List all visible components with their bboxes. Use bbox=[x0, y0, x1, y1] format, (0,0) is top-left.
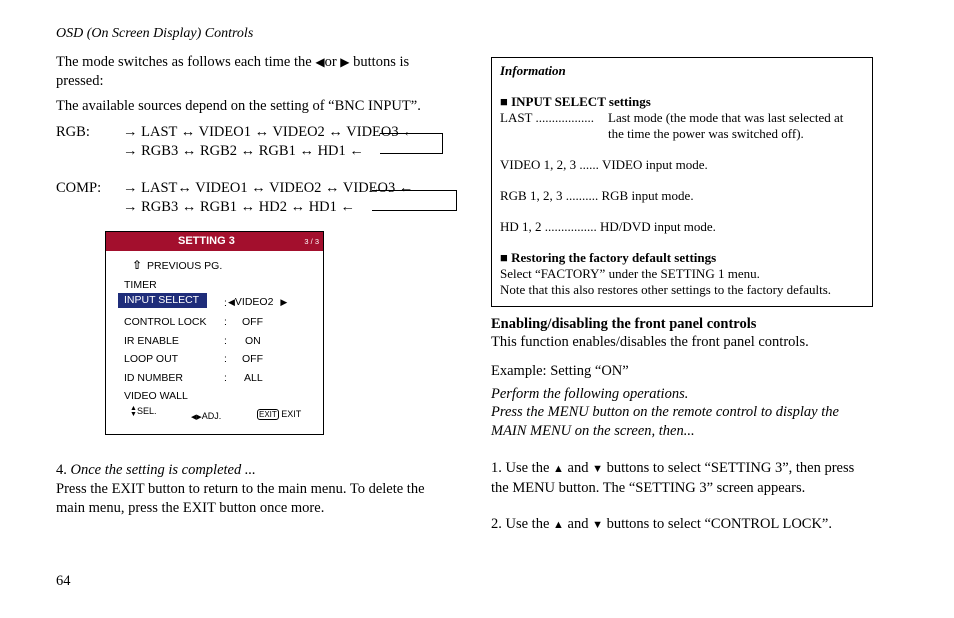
osd-page-indicator: 3 / 3 bbox=[304, 237, 319, 246]
osd-id-number-value: ALL bbox=[244, 372, 263, 384]
osd-control-lock-colon: : bbox=[224, 316, 227, 328]
sources-paragraph: The available sources depend on the setting of “BNC INPUT”. bbox=[56, 98, 421, 114]
page-header: OSD (On Screen Display) Controls bbox=[56, 26, 254, 41]
osd-control-lock-value: OFF bbox=[242, 316, 263, 328]
step1-line2: the MENU button. The “SETTING 3” screen appears. bbox=[491, 480, 806, 496]
osd-footer-adj: ◀▶ADJ. bbox=[191, 411, 222, 421]
osd-item-loop-out[interactable]: LOOP OUT bbox=[124, 353, 179, 365]
osd-input-select-value[interactable]: ◀VIDEO2 ▶ bbox=[228, 296, 288, 308]
info-last-desc2: the time the power was switched off). bbox=[608, 126, 804, 141]
operations-line1: Perform the following operations. bbox=[491, 386, 689, 402]
section-intro: This function enables/disables the front panel controls. bbox=[491, 334, 809, 350]
osd-setting3-screen bbox=[105, 231, 324, 435]
right-triangle-icon: ▶ bbox=[280, 297, 288, 307]
rgb-cycle-line1: → LAST ↔ VIDEO1 ↔ VIDEO2 ↔ VIDEO3 ← bbox=[123, 124, 417, 140]
up-down-triangle-icon: ▲ ▼ bbox=[130, 405, 137, 418]
osd-id-number-colon: : bbox=[224, 372, 227, 384]
up-triangle-icon: ▲ bbox=[553, 519, 564, 531]
information-box bbox=[491, 57, 873, 307]
operations-line2: Press the MENU button on the remote control to display the bbox=[491, 404, 839, 420]
osd-footer-sel: ▲ ▼SEL. bbox=[130, 405, 157, 418]
page-number: 64 bbox=[56, 573, 71, 589]
comp-cycle-line2: → RGB3 ↔ RGB1 ↔ HD2 ↔ HD1 ← bbox=[123, 199, 356, 215]
comp-loop-bracket bbox=[372, 190, 457, 211]
step1-line1: 1. Use the ▲ and ▼ buttons to select “SETTING 3”, then press bbox=[491, 460, 855, 476]
right-triangle-icon: ▶ bbox=[340, 55, 350, 69]
example-line: Example: Setting “ON” bbox=[491, 363, 629, 379]
comp-cycle-line1: → LAST↔ VIDEO1 ↔ VIDEO2 ↔ VIDEO3 ← bbox=[123, 180, 414, 196]
exit-key-icon: EXIT bbox=[259, 410, 277, 419]
comp-label: COMP: bbox=[56, 180, 102, 196]
osd-item-ir-enable[interactable]: IR ENABLE bbox=[124, 335, 179, 347]
mode-switch-paragraph-end: pressed: bbox=[56, 73, 104, 89]
osd-loop-out-value: OFF bbox=[242, 353, 263, 365]
step4-line2: main menu, press the EXIT button once more. bbox=[56, 500, 325, 516]
step2-line: 2. Use the ▲ and ▼ buttons to select “CONTROL LOCK”. bbox=[491, 516, 832, 532]
rgb-loop-bracket bbox=[380, 133, 443, 154]
left-triangle-icon: ◀ bbox=[228, 297, 235, 307]
info-restore-line2: Note that this also restores other settings to the factory defaults. bbox=[500, 282, 832, 297]
up-arrow-icon: ⇧ bbox=[132, 258, 143, 272]
info-restore-heading: ■ Restoring the factory default settings bbox=[500, 250, 717, 265]
osd-title: SETTING 3 bbox=[178, 235, 235, 247]
osd-footer-exit: EXIT EXIT bbox=[259, 409, 302, 419]
rgb-label: RGB: bbox=[56, 124, 90, 140]
down-triangle-icon: ▼ bbox=[592, 519, 603, 531]
left-right-triangle-icon: ◀▶ bbox=[191, 414, 202, 421]
osd-previous-page[interactable]: ⇧ PREVIOUS PG. bbox=[132, 258, 223, 272]
info-restore-line1: Select “FACTORY” under the SETTING 1 menu. bbox=[500, 266, 760, 281]
info-last-key: LAST .................. bbox=[500, 110, 595, 125]
info-hd: HD 1, 2 ................ HD/DVD input mode. bbox=[500, 219, 716, 234]
rgb-cycle-line2: → RGB3 ↔ RGB2 ↔ RGB1 ↔ HD1 ← bbox=[123, 143, 364, 159]
osd-item-video-wall[interactable]: VIDEO WALL bbox=[124, 390, 188, 402]
down-triangle-icon: ▼ bbox=[592, 463, 603, 475]
info-video: VIDEO 1, 2, 3 ...... VIDEO input mode. bbox=[500, 157, 708, 172]
osd-loop-out-colon: : bbox=[224, 353, 227, 365]
osd-item-id-number[interactable]: ID NUMBER bbox=[124, 372, 183, 384]
osd-ir-enable-colon: : bbox=[224, 335, 227, 347]
info-title: Information bbox=[500, 63, 566, 78]
info-rgb: RGB 1, 2, 3 .......... RGB input mode. bbox=[500, 188, 694, 203]
left-triangle-icon: ◀ bbox=[315, 55, 325, 69]
info-last-desc1: Last mode (the mode that was last selected at bbox=[608, 110, 844, 125]
osd-item-timer[interactable]: TIMER bbox=[124, 279, 157, 291]
operations-line3: MAIN MENU on the screen, then... bbox=[491, 423, 695, 439]
osd-item-input-select[interactable]: INPUT SELECT bbox=[118, 294, 207, 306]
osd-input-select-colon: : bbox=[224, 297, 227, 309]
up-triangle-icon: ▲ bbox=[553, 463, 564, 475]
section-heading: Enabling/disabling the front panel controls bbox=[491, 316, 757, 332]
step4-heading: 4. Once the setting is completed ... bbox=[56, 462, 256, 478]
info-input-select-heading: ■ INPUT SELECT settings bbox=[500, 94, 651, 109]
osd-item-control-lock[interactable]: CONTROL LOCK bbox=[124, 316, 207, 328]
mode-switch-paragraph: The mode switches as follows each time the ◀or ▶ buttons is bbox=[56, 54, 410, 70]
step4-line1: Press the EXIT button to return to the main menu. To delete the bbox=[56, 481, 425, 497]
osd-ir-enable-value: ON bbox=[245, 335, 261, 347]
osd-title-bar bbox=[106, 232, 323, 251]
